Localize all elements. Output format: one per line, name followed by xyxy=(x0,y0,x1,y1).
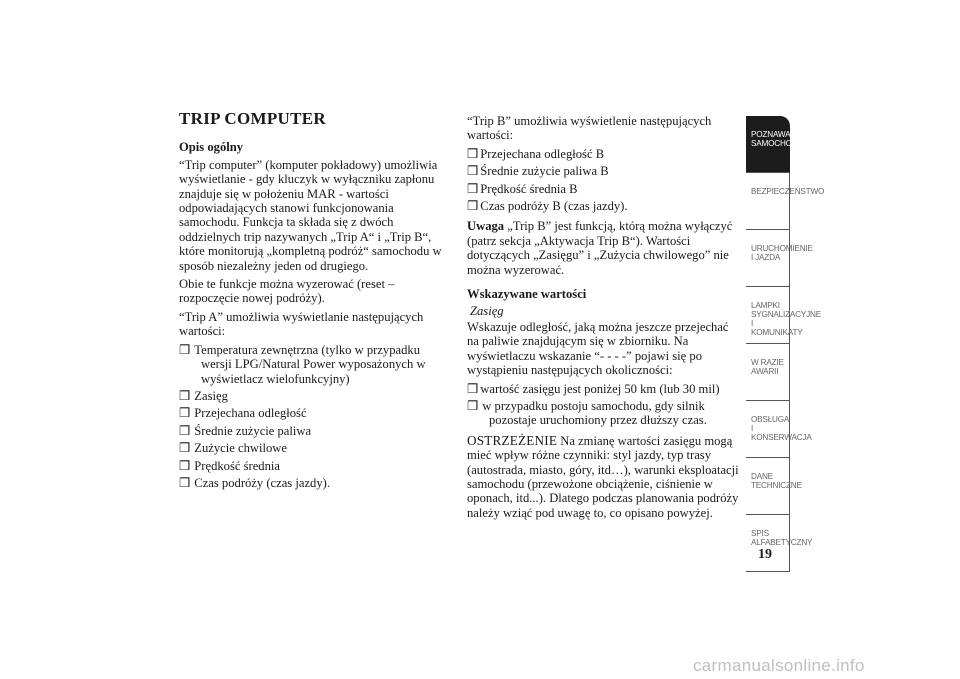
list-item: ❒ Prędkość średnia B xyxy=(467,181,578,196)
right-column xyxy=(467,114,739,524)
list-item: ❒ w przypadku postoju samochodu, gdy silnik pozostaje uruchomiony przez dłuższy czas. xyxy=(467,398,707,428)
note-paragraph xyxy=(467,219,739,277)
range-conditions-list xyxy=(467,382,739,428)
trip-b-intro: “Trip B” umożliwia wyświetlenie następujących wartości: xyxy=(467,114,712,143)
list-item: ❒ Czas podróży (czas jazdy). xyxy=(179,475,330,490)
subheading-range: Zasięg xyxy=(470,304,504,319)
checkbox-icon: ❒ xyxy=(179,423,191,438)
page-number: 19 xyxy=(758,547,772,562)
list-item: ❒ Przejechana odległość B xyxy=(467,146,605,161)
checkbox-icon: ❒ xyxy=(179,406,191,421)
checkbox-icon: ❒ xyxy=(467,181,479,196)
list-item: ❒ Średnie zużycie paliwa xyxy=(179,423,312,438)
checkbox-icon: ❒ xyxy=(467,164,479,179)
checkbox-icon: ❒ xyxy=(467,146,479,161)
section-heading-values: Wskazywane wartości xyxy=(467,287,587,302)
list-item: ❒ Zasięg xyxy=(179,388,228,403)
chapter-tabs xyxy=(746,116,825,572)
left-column xyxy=(179,109,451,494)
list-item: ❒ Prędkość średnia xyxy=(179,458,280,473)
warning-text: Na zmianę wartości zasięgu mogą mieć wpływ różne czynniki: styl jazdy, typ trasy (autostrada, miasto, góry, itd…), warunki eksploatacji samochodu (przewożone obciążenie, ciśnienie w oponach, itd...). Dlatego podczas planowania podróży należy wziąć pod uwagę to, co opisano powyżej. xyxy=(467,433,739,520)
reset-description: Obie te funkcje można wyzerować (reset – rozpoczęcie nowej podróży). xyxy=(179,277,395,306)
tab-lampki-sygnalizacyjne[interactable]: LAMPKI SYGNALIZACYJNE I KOMUNIKATY xyxy=(746,287,790,344)
warning-label: OSTRZEŻENIE xyxy=(467,432,558,448)
list-item: ❒ Czas podróży B (czas jazdy). xyxy=(467,199,628,214)
tab-dane-techniczne[interactable]: DANE TECHNICZNE xyxy=(746,458,790,515)
watermark: carmanualsonline.info xyxy=(693,656,865,675)
tab-w-razie-awarii[interactable]: W RAZIE AWARII xyxy=(746,344,790,401)
list-item: ❒ Zużycie chwilowe xyxy=(179,441,287,456)
checkbox-icon: ❒ xyxy=(179,475,191,490)
trip-a-list xyxy=(179,343,451,491)
tab-obsluga-i-konserwacja[interactable]: OBSŁUGA I KONSERWACJA xyxy=(746,401,790,458)
tab-spis-alfabetyczny[interactable]: SPIS ALFABETYCZNY xyxy=(746,515,790,572)
checkbox-icon: ❒ xyxy=(179,342,191,357)
checkbox-icon: ❒ xyxy=(467,398,479,413)
checkbox-icon: ❒ xyxy=(179,388,191,403)
range-description: Wskazuje odległość, jaką można jeszcze przejechać na paliwie znajdującym się w zbiorniku. Na wyświetlaczu wskazanie “- - - -” pojawi się po wystąpieniu następujących okoliczności: xyxy=(467,319,729,378)
section-heading-general: Opis ogólny xyxy=(179,140,244,155)
note-label: Uwaga xyxy=(467,219,505,234)
page-title: TRIP COMPUTER xyxy=(179,109,326,128)
note-text: „Trip B” jest funkcją, którą można wyłączyć (patrz sekcja „Aktywacja Trip B“). Wartości dotyczących „Zasięgu” i „Zużycia chwilowego” nie można wyzerować. xyxy=(467,219,733,277)
warning-paragraph xyxy=(467,434,739,520)
checkbox-icon: ❒ xyxy=(467,199,479,214)
list-item: ❒ wartość zasięgu jest poniżej 50 km (lub 30 mil) xyxy=(467,381,720,396)
tab-poznawanie-samochodu[interactable]: POZNAWANIE SAMOCHODU xyxy=(746,116,790,173)
checkbox-icon: ❒ xyxy=(179,441,191,456)
trip-b-list xyxy=(467,147,739,214)
trip-a-intro: “Trip A” umożliwia wyświetlanie następujących wartości: xyxy=(179,309,424,339)
checkbox-icon: ❒ xyxy=(179,458,191,473)
checkbox-icon: ❒ xyxy=(467,381,479,396)
tab-bezpieczenstwo[interactable]: BEZPIECZEŃSTWO xyxy=(746,173,790,230)
list-item: ❒ Średnie zużycie paliwa B xyxy=(467,164,609,179)
list-item: ❒ Temperatura zewnętrzna (tylko w przypadku wersji LPG/Natural Power wyposażonych w wyświetlacz wielofunkcyjny) xyxy=(179,342,426,386)
general-description: “Trip computer” (komputer pokładowy) umożliwia wyświetlanie - gdy kluczyk w wyłączniku zapłonu znajduje się w położeniu MAR - wartości odpowiadających stanowi funkcjonowania samochodu. Funkcja ta składa się z dwóch oddzielnych trip nazywanych „Trip A“ i „Trip B“, które monitorują „kompletną podróż“ samochodu w sposób niezależny jeden od drugiego. xyxy=(179,157,442,273)
tab-uruchomienie-i-jazda[interactable]: URUCHOMIENIE I JAZDA xyxy=(746,230,790,287)
list-item: ❒ Przejechana odległość xyxy=(179,406,307,421)
